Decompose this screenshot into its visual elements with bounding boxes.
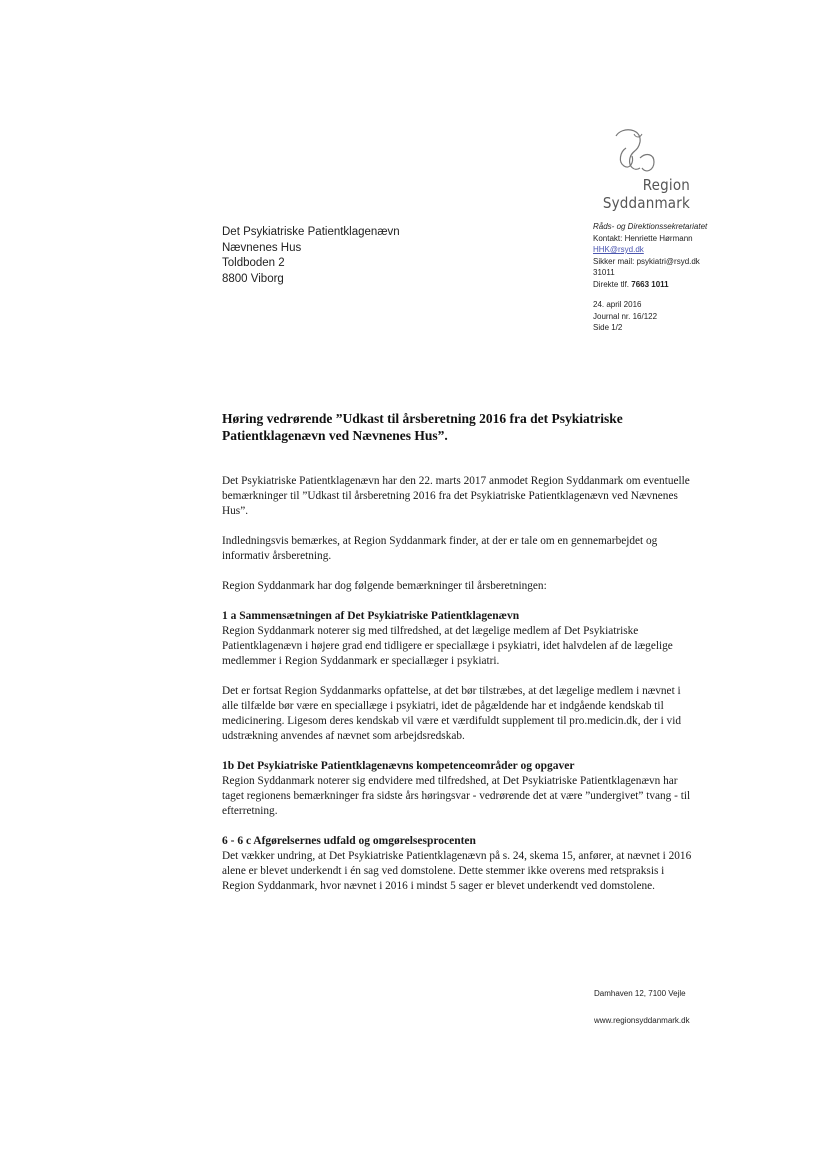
paragraph-request: Det Psykiatriske Patientklagenævn har den 22. marts 2017 anmodet Region Syddanmark om eventuelle bemærkninger til ”Udkast til årsberetning 2016 fra det Psykiatriske Patientklagenævn ved Nævnenes Hus”. (222, 475, 690, 517)
section-heading-competence: 1b Det Psykiatriske Patientklagenævns kompetenceområder og opgaver (222, 760, 575, 772)
sender-info (593, 221, 707, 334)
sender-contact: Kontakt: Henriette Hørmann (593, 233, 693, 243)
region-logo-text: Region Syddanmark (602, 176, 690, 212)
letter-title: Høring vedrørende ”Udkast til årsberetning 2016 fra det Psykiatriske Patientklagenævn ved Nævnenes Hus”. (222, 411, 623, 443)
sender-code: 31011 (593, 268, 615, 277)
paragraph-composition-1: Region Syddanmark noterer sig med tilfredshed, at det lægelige medlem af Det Psykiatriske Patientklagenævn i højere grad end tidligere er speciallæge i psykiatri, idet halvdelen af de lægelige medlemmer i Region Syddanmark er speciallæger i psykiatri. (222, 625, 673, 667)
recipient-city: 8800 Viborg (222, 272, 284, 285)
footer-address: Damhaven 12, 7100 Vejle (594, 989, 686, 998)
recipient-street: Toldboden 2 (222, 257, 285, 269)
paragraph-intro: Indledningsvis bemærkes, at Region Syddanmark finder, at der er tale om en gennemarbejdet og informativ årsberetning. (222, 535, 658, 562)
sender-email-link[interactable]: HHK@rsyd.dk (593, 245, 644, 254)
sender-phone-number: 7663 1011 (631, 279, 669, 289)
section-heading-composition: 1 a Sammensætningen af Det Psykiatriske Patientklagenævn (222, 610, 520, 622)
page-number: Side 1/2 (593, 323, 623, 332)
letter-body (222, 474, 692, 894)
recipient-name: Det Psykiatriske Patientklagenævn (222, 226, 400, 238)
recipient-building: Nævnenes Hus (222, 241, 302, 254)
section-heading-outcomes: 6 - 6 c Afgørelsernes udfald og omgørelsesprocenten (222, 835, 476, 847)
sender-phone-label: Direkte tlf. (593, 279, 630, 289)
paragraph-remarks: Region Syddanmark har dog følgende bemærkninger til årsberetningen: (222, 580, 547, 592)
paragraph-outcomes: Det vækker undring, at Det Psykiatriske Patientklagenævn på s. 24, skema 15, anfører, at nævnet i 2016 alene er blevet underkendt i én sag ved domstolene. Dette stemmer ikke overens med retspraksis i Region Syddanmark, hvor nævnet i 2016 i mindst 5 sager er blevet underkendt ved domstolene. (222, 850, 692, 892)
sender-department: Råds- og Direktionssekretariatet (593, 222, 708, 231)
journal-number: Journal nr. 16/122 (593, 311, 658, 321)
sender-secure-mail: Sikker mail: psykiatri@rsyd.dk (593, 256, 700, 266)
footer-website-link[interactable]: www.regionsyddanmark.dk (594, 1016, 690, 1025)
recipient-address (222, 225, 400, 287)
region-logo-icon (604, 128, 662, 178)
letter-date: 24. april 2016 (593, 300, 642, 309)
paragraph-competence: Region Syddanmark noterer sig endvidere med tilfredshed, at Det Psykiatriske Patientklagenævn har taget regionens bemærkninger fra sidste års høringsvar - vedrørende det at være ”undergivet” tvang - til efterretning. (222, 775, 691, 817)
region-logo (570, 128, 690, 212)
sender-phone (593, 279, 707, 291)
paragraph-composition-2: Det er fortsat Region Syddanmarks opfattelse, at det bør tilstræbes, at det lægelige medlem i nævnet i alle tilfælde bør være en speciallæge i psykiatri, idet de pågældende har et indgående kendskab til medicinering. Ligesom deres kendskab vil være et værdifuldt supplement til pro.medicin.dk, der i vid udstrækning anvendes af nævnet som arbejdsredskab. (222, 685, 681, 742)
